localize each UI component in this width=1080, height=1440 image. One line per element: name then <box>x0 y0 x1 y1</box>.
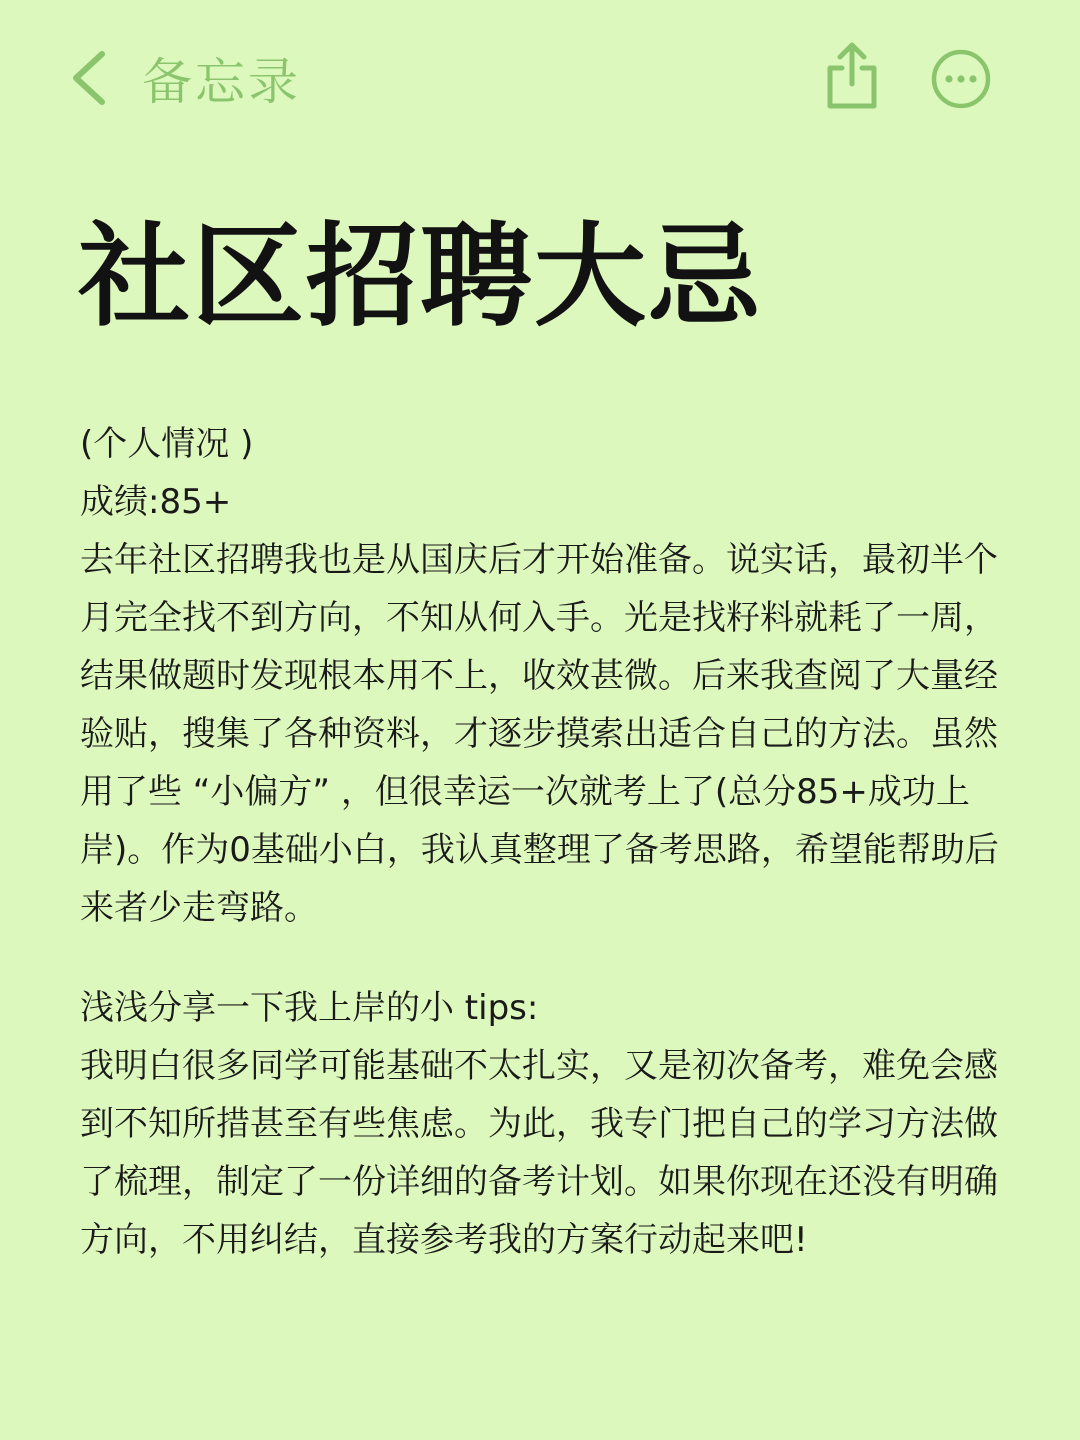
tips-header: 浅浅分享一下我上岸的小 tips: <box>80 988 539 1028</box>
share-button[interactable] <box>822 40 882 112</box>
nav-bar <box>0 0 1080 150</box>
share-icon <box>822 40 882 112</box>
section-header: (个人情况 ) <box>80 424 254 464</box>
note-title: 社区招聘大忌 <box>78 212 762 342</box>
note-body[interactable] <box>80 415 1020 1269</box>
chevron-left-icon <box>70 50 106 106</box>
paragraph-experience: 去年社区招聘我也是从国庆后才开始准备。说实话，最初半个月完全找不到方向，不知从何入手。光是找籽料就耗了一周，结果做题时发现根本用不上，收效甚微。后来我查阅了大量经验贴，搜集了各种资料，才逐步摸索出适合自己的方法。虽然用了些 “小偏方” ，但很幸运一次就考上了(总分85+成功上岸)。作为0基础小白，我认真整理了备考思路，希望能帮助后来者少走弯路。 <box>80 540 999 928</box>
paragraph-advice: 我明白很多同学可能基础不太扎实，又是初次备考，难免会感到不知所措甚至有些焦虑。为此，我专门把自己的学习方法做了梳理，制定了一份详细的备考计划。如果你现在还没有明确方向，不用纠结，直接参考我的方案行动起来吧! <box>80 1046 998 1260</box>
more-button[interactable] <box>930 48 992 110</box>
score-line: 成绩:85+ <box>80 482 232 522</box>
more-icon <box>930 48 992 110</box>
paragraph-gap <box>80 937 1020 979</box>
back-button[interactable] <box>70 40 301 115</box>
back-label: 备忘录 <box>142 52 301 111</box>
